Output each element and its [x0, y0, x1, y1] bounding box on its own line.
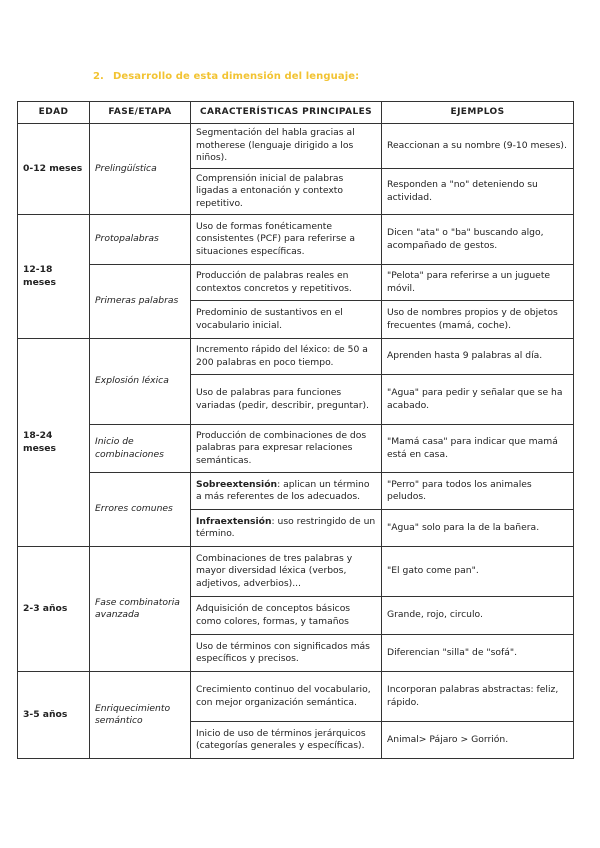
fase-cell: Prelingüística: [90, 124, 191, 215]
edad-cell: 12-18 meses: [18, 215, 90, 339]
table-row: [18, 124, 574, 169]
header-caracteristicas: CARACTERÍSTICAS PRINCIPALES: [191, 102, 382, 124]
caracteristica-cell: [191, 510, 382, 547]
ejemplo-cell: Reaccionan a su nombre (9-10 meses).: [382, 124, 574, 169]
term-bold: Sobreextensión: [196, 478, 278, 490]
language-development-table: [17, 101, 574, 759]
caracteristica-cell: Segmentación del habla gracias al motherese (lenguaje dirigido a los niños).: [191, 124, 382, 169]
ejemplo-cell: Aprenden hasta 9 palabras al día.: [382, 339, 574, 375]
table-row: [18, 215, 574, 265]
ejemplo-cell: "Mamá casa" para indicar que mamá está en casa.: [382, 425, 574, 473]
ejemplo-cell: Dicen "ata" o "ba" buscando algo, acompañado de gestos.: [382, 215, 574, 265]
ejemplo-cell: "El gato come pan".: [382, 547, 574, 597]
fase-cell: Enriquecimiento semántico: [90, 672, 191, 759]
caracteristica-cell: Comprensión inicial de palabras ligadas a entonación y contexto repetitivo.: [191, 169, 382, 215]
table-row: [18, 547, 574, 597]
table-row: [18, 672, 574, 722]
edad-cell: 0-12 meses: [18, 124, 90, 215]
fase-cell: Fase combinatoria avanzada: [90, 547, 191, 672]
header-ejemplos: EJEMPLOS: [382, 102, 574, 124]
caracteristica-cell: Inicio de uso de términos jerárquicos (categorías generales y específicas).: [191, 722, 382, 759]
ejemplo-cell: Incorporan palabras abstractas: feliz, rápido.: [382, 672, 574, 722]
caracteristica-cell: Producción de palabras reales en contextos concretos y repetitivos.: [191, 265, 382, 301]
term-definition: : aplican un término a más referentes de los adecuados.: [196, 478, 370, 502]
caracteristica-cell: Uso de palabras para funciones variadas (pedir, describir, preguntar).: [191, 375, 382, 425]
ejemplo-cell: Animal> Pájaro > Gorrión.: [382, 722, 574, 759]
ejemplo-cell: Uso de nombres propios y de objetos frecuentes (mamá, coche).: [382, 301, 574, 339]
table-row: [18, 265, 574, 301]
term-bold: Infraextensión: [196, 515, 272, 527]
caracteristica-cell: Uso de términos con significados más específicos y precisos.: [191, 635, 382, 672]
header-fase: FASE/ETAPA: [90, 102, 191, 124]
ejemplo-cell: "Perro" para todos los animales peludos.: [382, 473, 574, 510]
caracteristica-cell: Adquisición de conceptos básicos como colores, formas, y tamaños: [191, 597, 382, 635]
caracteristica-cell: Combinaciones de tres palabras y mayor diversidad léxica (verbos, adjetivos, adverbios)...: [191, 547, 382, 597]
term-definition: : uso restringido de un término.: [196, 515, 376, 539]
ejemplo-cell: "Agua" para pedir y señalar que se ha acabado.: [382, 375, 574, 425]
caracteristica-cell: Uso de formas fonéticamente consistentes (PCF) para referirse a situaciones específicas.: [191, 215, 382, 265]
caracteristica-cell: [191, 473, 382, 510]
fase-cell: Explosión léxica: [90, 339, 191, 425]
section-title: Desarrollo de esta dimensión del lenguaje:: [112, 71, 360, 82]
ejemplo-cell: Responden a "no" deteniendo su actividad.: [382, 169, 574, 215]
ejemplo-cell: "Pelota" para referirse a un juguete móvil.: [382, 265, 574, 301]
caracteristica-cell: Producción de combinaciones de dos palabras para expresar relaciones semánticas.: [191, 425, 382, 473]
header-edad: EDAD: [18, 102, 90, 124]
section-number: 2.: [93, 71, 104, 82]
fase-cell: Protopalabras: [90, 215, 191, 265]
edad-cell: 3-5 años: [18, 672, 90, 759]
fase-cell: Primeras palabras: [90, 265, 191, 339]
edad-cell: 18-24 meses: [18, 339, 90, 547]
ejemplo-cell: Diferencian "silla" de "sofá".: [382, 635, 574, 672]
ejemplo-cell: "Agua" solo para la de la bañera.: [382, 510, 574, 547]
ejemplo-cell: Grande, rojo, circulo.: [382, 597, 574, 635]
table-row: [18, 425, 574, 473]
caracteristica-cell: Predominio de sustantivos en el vocabulario inicial.: [191, 301, 382, 339]
edad-cell: 2-3 años: [18, 547, 90, 672]
fase-cell: Errores comunes: [90, 473, 191, 547]
caracteristica-cell: Incremento rápido del léxico: de 50 a 200 palabras en poco tiempo.: [191, 339, 382, 375]
fase-cell: Inicio de combinaciones: [90, 425, 191, 473]
table-row: [18, 473, 574, 510]
table-row: [18, 339, 574, 375]
caracteristica-cell: Crecimiento continuo del vocabulario, con mejor organización semántica.: [191, 672, 382, 722]
table-header-row: [18, 102, 574, 124]
section-heading: [93, 71, 359, 82]
